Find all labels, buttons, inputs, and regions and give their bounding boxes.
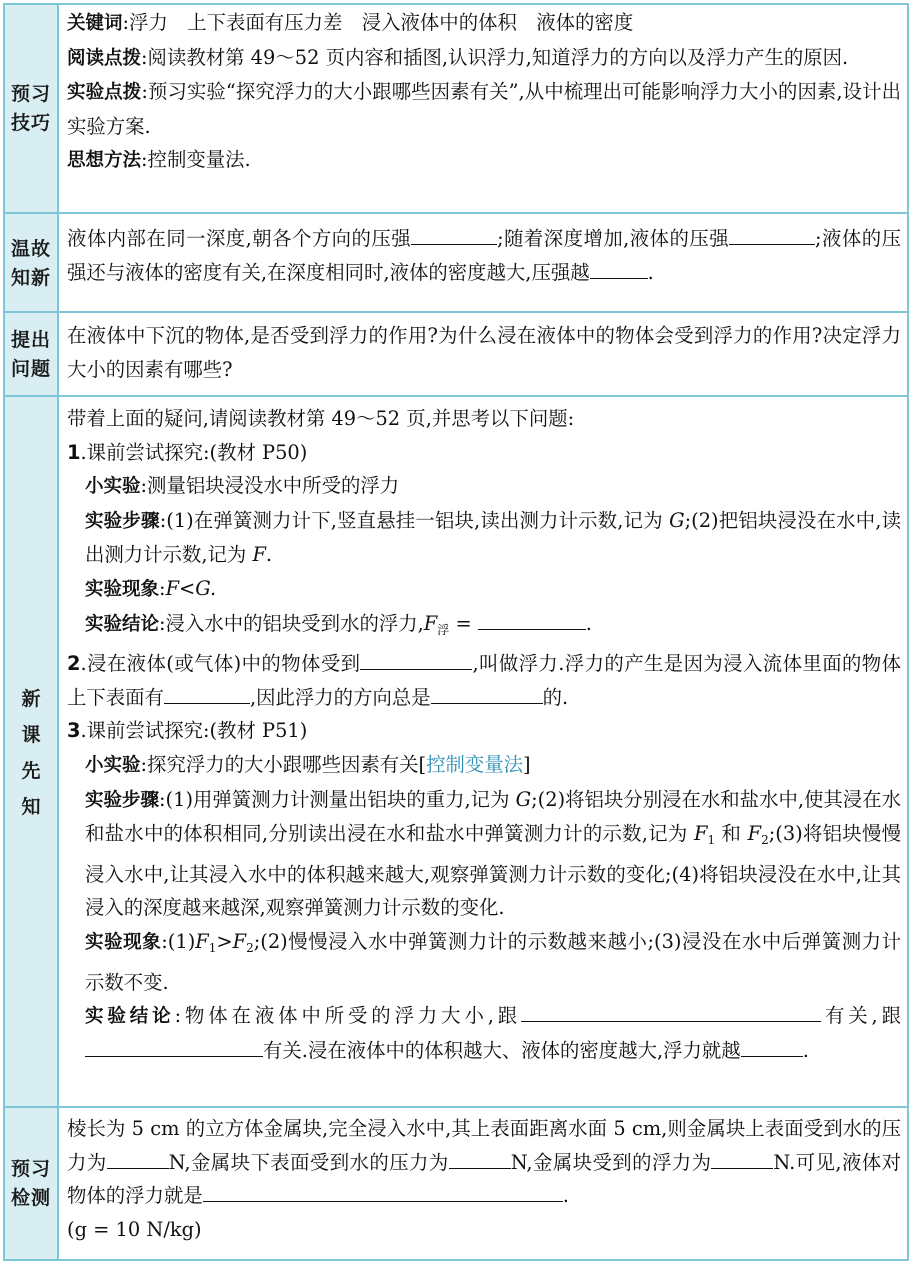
answer-blank[interactable]: [449, 1148, 511, 1169]
answer-blank[interactable]: [411, 224, 497, 245]
symbol-F: F: [423, 611, 438, 635]
tips-content: [59, 5, 907, 212]
label-preview-tips: 预习技巧: [11, 82, 52, 134]
symbol-F: F: [232, 929, 247, 953]
conclusion-3-d: .: [802, 1038, 809, 1062]
row-label: [5, 397, 59, 1108]
steps-key: 实验步骤: [85, 510, 160, 532]
item-2: [67, 647, 901, 714]
method-key: 思想方法: [67, 150, 142, 172]
experiment-text: :预习实验“探究浮力的大小跟哪些因素有关”,从中梳理出可能影响浮力大小的因素,设计出实验方案.: [67, 80, 901, 138]
small-exp-1: [67, 469, 901, 504]
conclusion-key: 实验结论: [85, 613, 160, 635]
answer-blank[interactable]: [590, 258, 648, 279]
subscript-1: 1: [208, 940, 217, 955]
reading-key: 阅读点拨: [67, 47, 142, 69]
steps-3-c: ;(3)将铝块慢慢浸入水中,让其浸入水中的体积越来越大,观察弹簧测力计示数的变化;(4)将铝块浸没在水中,让其浸入的深度越来越深,观察弹簧测力计示数的变化.: [85, 822, 901, 920]
check-b: N,金属块下表面受到水的压力为: [168, 1150, 449, 1174]
answer-blank[interactable]: [521, 1001, 821, 1022]
steps-3-a: :(1)用弹簧测力计测量出铝块的重力,记为: [159, 787, 516, 811]
review-t1: 液体内部在同一深度,朝各个方向的压强: [67, 227, 412, 250]
method-text: :控制变量法.: [141, 148, 251, 172]
review-content: [59, 214, 907, 313]
review-t2: ;随着深度增加,液体的压强: [497, 227, 730, 250]
subscript-2: 2: [246, 940, 254, 955]
label-review: 温故知新: [11, 237, 52, 289]
keywords-text: :浮力 上下表面有压力差 浸入液体中的体积 液体的密度: [122, 11, 634, 34]
conclusion-3-b: 有关,跟: [821, 1004, 901, 1028]
phenomenon-key: 实验现象: [85, 931, 162, 953]
small-exp-key: 小实验: [85, 754, 141, 776]
small-exp-3-text: :探究浮力的大小跟哪些因素有关[: [140, 752, 427, 776]
small-exp-3-close: ]: [523, 752, 531, 776]
item-1-number: 1: [67, 440, 81, 464]
answer-blank[interactable]: [431, 683, 543, 704]
item-2-number: 2: [67, 652, 81, 676]
symbol-G: G: [515, 787, 532, 811]
answer-blank[interactable]: [360, 649, 472, 670]
check-c: N,金属块受到的浮力为: [510, 1150, 712, 1174]
keywords-key: 关键词: [67, 13, 123, 34]
phenomenon-1-text: F<G.: [165, 576, 217, 600]
steps-3-b: ;(2)将铝块分别浸在水和盐水中,使其浸在水和盐水中的体积相同,分别读出浸在水和盐水中弹簧测力计的示数,记为: [85, 787, 901, 846]
small-exp-1-text: :测量铝块浸没水中所受的浮力: [140, 474, 400, 498]
subscript-2: 2: [761, 833, 769, 848]
conclusion-3-c: 有关.浸在液体中的体积越大、液体的密度越大,浮力就越: [263, 1038, 741, 1062]
answer-blank[interactable]: [478, 609, 586, 630]
keywords-line: [67, 6, 901, 41]
answer-blank[interactable]: [729, 224, 815, 245]
label-check: 预习检测: [11, 1157, 52, 1209]
phenomenon-key: 实验现象: [85, 578, 160, 600]
question-content: [59, 313, 907, 397]
subscript-fu: 浮: [437, 622, 450, 637]
check-content: [59, 1108, 907, 1259]
row-new-lesson: [5, 395, 907, 1108]
symbol-F: F: [252, 543, 266, 567]
answer-blank[interactable]: [203, 1181, 563, 1202]
steps-1-b: ;(2)把铝块浸没在水中,读出测力计示数,记为: [85, 508, 901, 567]
phenomenon-1-colon: :: [159, 576, 166, 600]
answer-blank[interactable]: [85, 1036, 263, 1057]
intro-text: 带着上面的疑问,请阅读教材第 49～52 页,并思考以下问题:: [67, 407, 575, 430]
item-2-d: 的.: [542, 685, 569, 709]
item-1-title: .课前尝试探究:(教材 P50): [80, 440, 308, 464]
conclusion-3: [67, 999, 901, 1067]
check-text: [67, 1112, 901, 1213]
steps-1-c: .: [265, 543, 273, 567]
conclusion-3-a: :物体在液体中所受的浮力大小,跟: [174, 1004, 522, 1028]
new-lesson-content: [59, 397, 907, 1108]
subscript-1: 1: [707, 833, 716, 848]
label-question: 提出问题: [11, 329, 52, 380]
review-t4: .: [647, 260, 654, 284]
answer-blank[interactable]: [741, 1036, 803, 1057]
question-text: 在液体中下沉的物体,是否受到浮力的作用?为什么浸在液体中的物体会受到浮力的作用?决定浮力大小的因素有哪些?: [67, 324, 901, 381]
review-text: [67, 222, 901, 289]
row-label: [5, 1108, 59, 1259]
reading-text: :阅读教材第 49～52 页内容和插图,认识浮力,知道浮力的方向以及浮力产生的原因.: [141, 45, 849, 69]
conclusion-1: [67, 607, 901, 648]
conclusion-1-a: :浸入水中的铝块受到水的浮力,: [159, 611, 424, 635]
method-line: [67, 143, 901, 178]
phenomenon-1: [67, 572, 901, 607]
phenomenon-3-b: ;(2)慢慢浸入水中弹簧测力计的示数越来越小;(3)浸没在水中后弹簧测力计示数不变.: [85, 929, 901, 994]
row-label: [5, 313, 59, 397]
conclusion-1-b: =: [449, 611, 472, 635]
answer-blank[interactable]: [164, 683, 250, 704]
row-label: [5, 214, 59, 313]
symbol-F: F: [195, 929, 209, 953]
experiment-key: 实验点拨: [67, 82, 142, 104]
item-2-a: .浸在液体(或气体)中的物体受到: [80, 652, 361, 676]
item-2-b: ,叫做浮力.浮力的产生是因为浸入流体里面的物体上下表面有: [67, 652, 901, 709]
symbol-G: G: [669, 508, 685, 532]
experiment-line: [67, 75, 901, 143]
row-check: [5, 1106, 907, 1259]
symbol-F: F: [693, 822, 708, 846]
item-2-c: ,因此浮力的方向总是: [249, 685, 431, 709]
item-1: [67, 436, 901, 470]
conclusion-1-c: .: [585, 611, 592, 635]
label-new-lesson: 新课先知: [21, 687, 41, 818]
answer-blank[interactable]: [107, 1148, 169, 1169]
item-3: [67, 714, 901, 748]
reading-line: [67, 41, 901, 76]
phenomenon-3: [67, 925, 901, 999]
steps-1: [67, 504, 901, 572]
row-question: [5, 311, 907, 397]
steps-3: [67, 783, 901, 925]
small-exp-3: [67, 748, 901, 783]
symbol-F: F: [747, 822, 762, 846]
steps-3-and: 和: [715, 822, 748, 846]
greater-than: >: [216, 929, 233, 953]
answer-blank[interactable]: [711, 1148, 773, 1169]
method-tag: 控制变量法: [426, 752, 524, 776]
conclusion-key: 实验结论: [85, 1006, 175, 1028]
item-3-title: .课前尝试探究:(教材 P51): [80, 719, 308, 743]
check-a: 棱长为 5 cm 的立方体金属块,完全浸入水中,其上表面距离水面 5 cm,则金属块上表面受到水的压力为: [67, 1117, 901, 1174]
check-e: .: [562, 1184, 569, 1208]
row-review: [5, 212, 907, 313]
review-t3: ;液体的压强还与液体的密度有关,在深度相同时,液体的密度越大,压强越: [67, 227, 901, 284]
row-preview-tips: [5, 5, 907, 212]
check-d: N.可见,液体对物体的浮力就是: [67, 1150, 902, 1208]
steps-key: 实验步骤: [85, 789, 160, 811]
item-3-number: 3: [67, 719, 81, 743]
phenomenon-3-a: :(1): [161, 929, 196, 953]
small-exp-key: 小实验: [85, 476, 141, 498]
row-label: [5, 5, 59, 212]
worksheet-table: [3, 3, 909, 1261]
gravity-note: (g = 10 N/kg): [67, 1217, 202, 1241]
steps-1-a: :(1)在弹簧测力计下,竖直悬挂一铝块,读出测力计示数,记为: [159, 508, 670, 532]
